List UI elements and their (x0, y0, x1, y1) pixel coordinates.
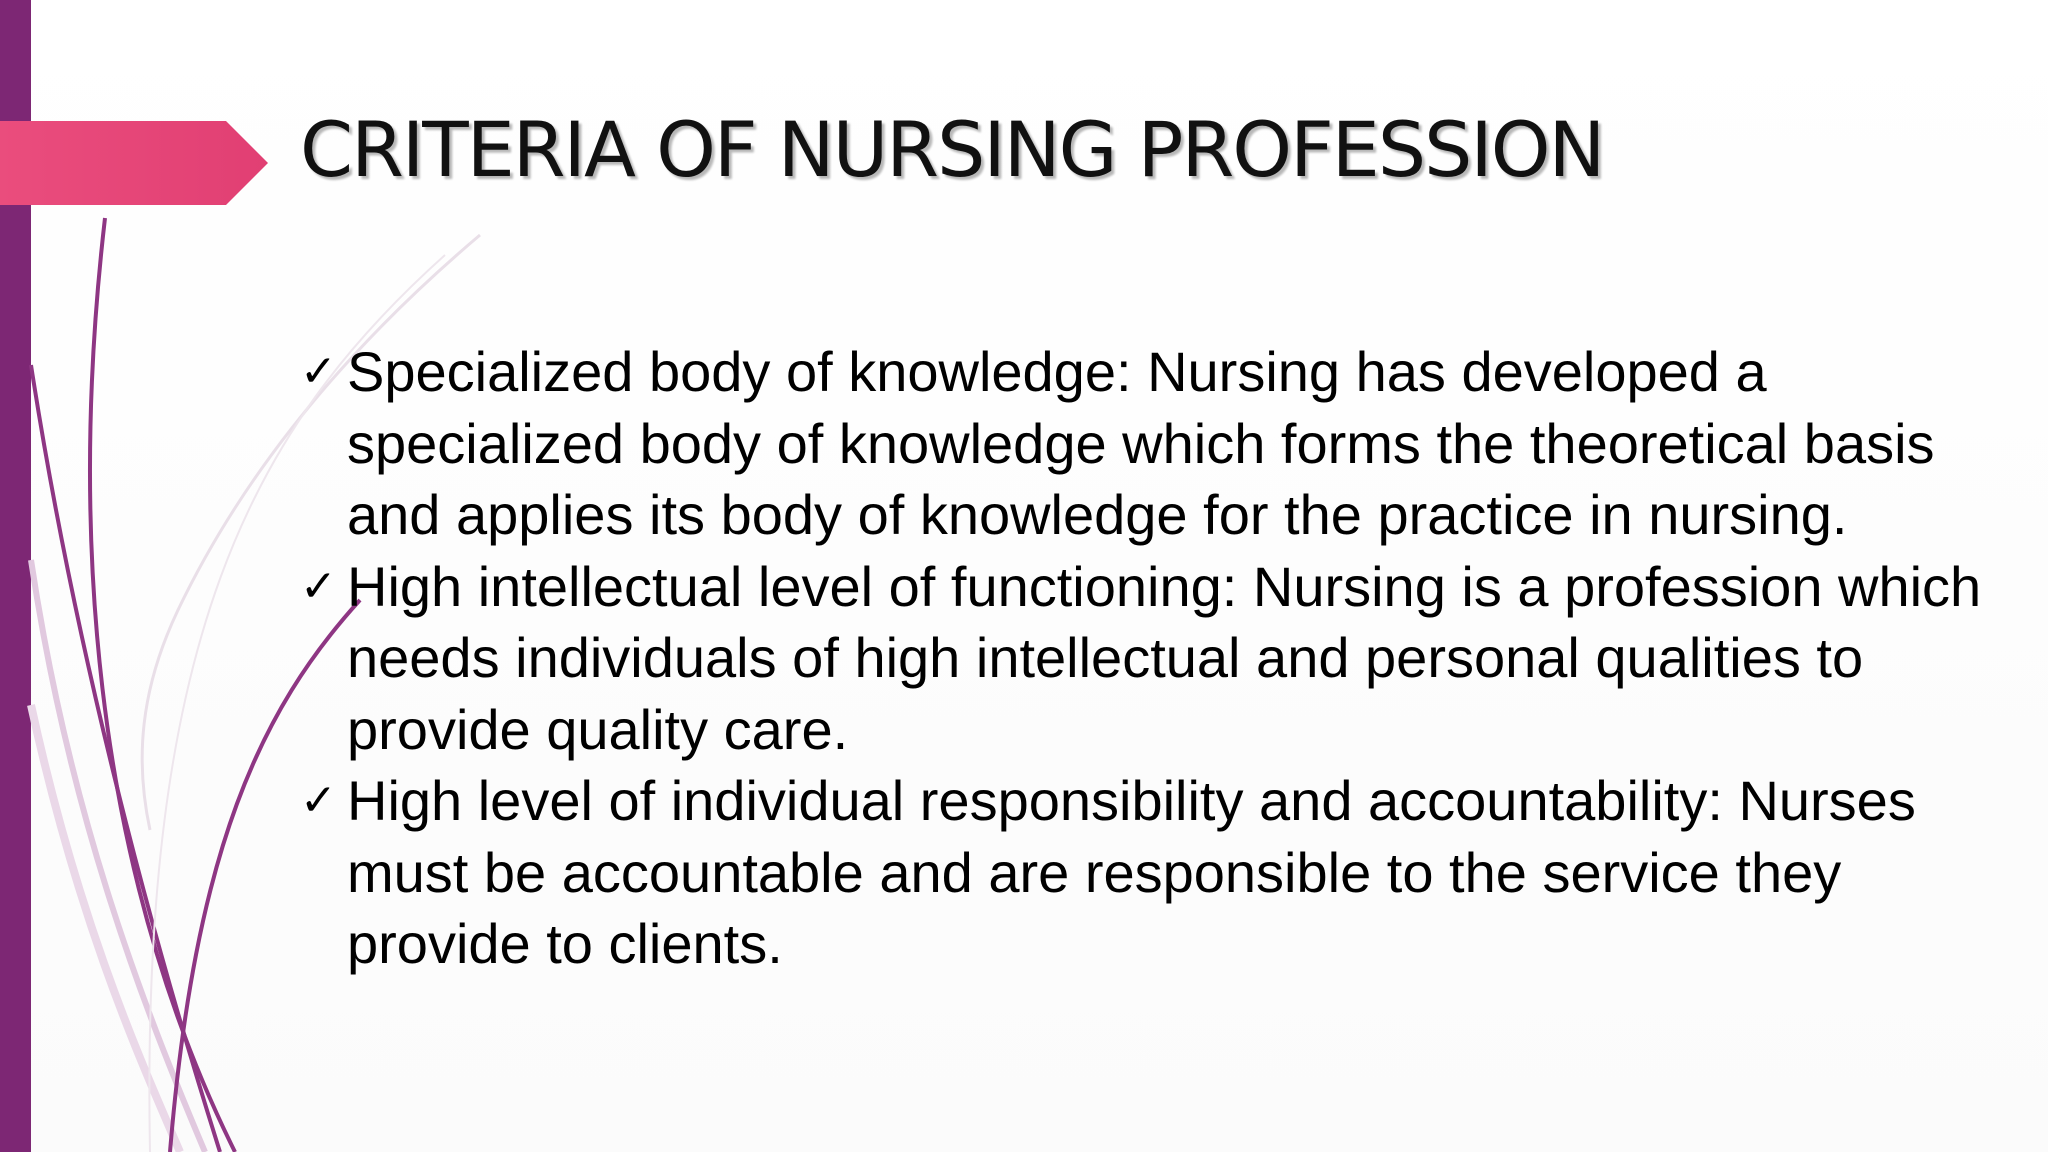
criteria-item-intellectual-level (300, 551, 2025, 766)
criteria-text: Specialized body of knowledge: Nursing has developed a specialized body of knowledge which forms the theoretical basis and applies its body of knowledge for the practice in nursing. (347, 340, 1935, 546)
criteria-list (300, 336, 2025, 980)
title-arrow-icon (0, 121, 268, 205)
criteria-item-specialized-knowledge (300, 336, 2025, 551)
criteria-item-responsibility (300, 765, 2025, 980)
check-mark-icon: ✓ (300, 346, 337, 397)
check-mark-icon: ✓ (300, 775, 337, 826)
slide-title: CRITERIA OF NURSING PROFESSION (300, 105, 1604, 194)
criteria-text: High intellectual level of functioning: Nursing is a profession which needs individuals of high intellectual and personal qualities to provide quality care. (347, 554, 1982, 761)
check-mark-icon: ✓ (300, 560, 337, 612)
criteria-text: High level of individual responsibility and accountability: Nurses must be accountable and are responsible to the service they provide to clients. (347, 769, 1916, 975)
